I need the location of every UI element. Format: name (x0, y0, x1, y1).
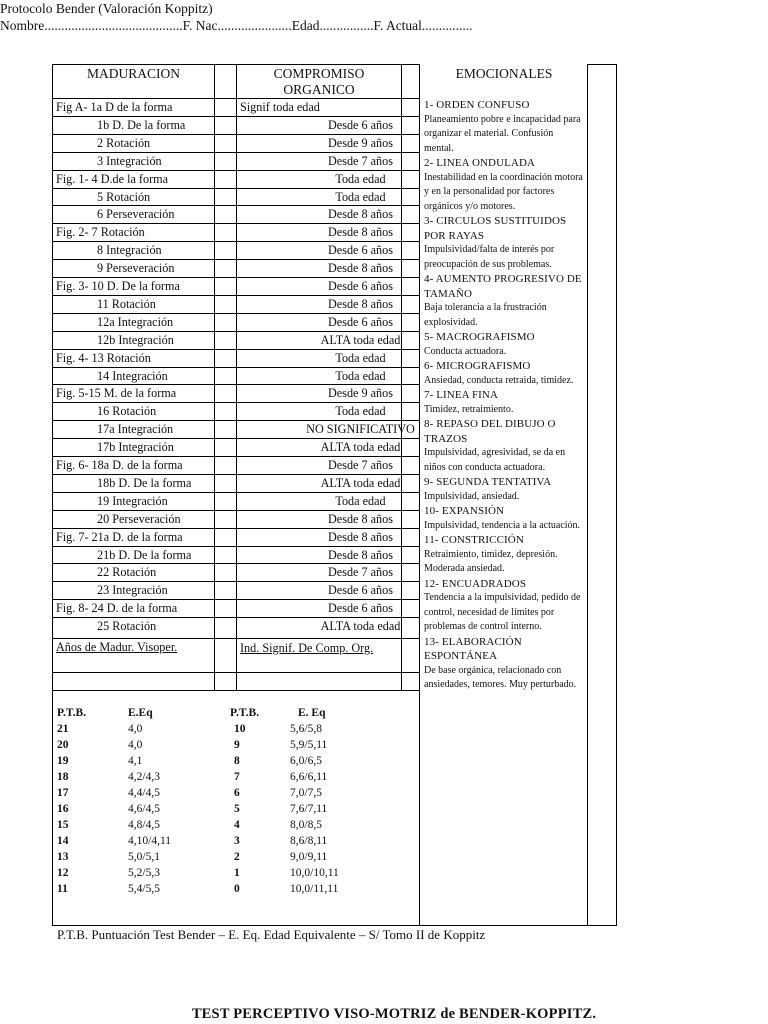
compromiso-cell: ALTA toda edad (320, 619, 401, 634)
table-row (53, 493, 420, 511)
maduracion-cell: 8 Integración (97, 243, 162, 258)
ptb-score-value: 14 (57, 835, 69, 847)
ptb-age-equivalent: 5,0/5,1 (128, 851, 160, 863)
table-row (53, 189, 420, 207)
ptb-age-equivalent: 9,0/9,11 (290, 851, 328, 863)
table-row (53, 135, 420, 153)
ptb-age-equivalent: 6,6/6,11 (290, 771, 328, 783)
emotional-indicator (424, 417, 584, 475)
ptb-score-value: 1 (234, 867, 240, 879)
ptb-score-value: 11 (57, 883, 68, 895)
ptb-age-equivalent: 4,10/4,11 (128, 835, 172, 847)
indicator-title: 1- ORDEN CONFUSO (424, 99, 530, 111)
row-line (52, 134, 420, 135)
indicator-title: 11- CONSTRICCIÓN (424, 534, 524, 546)
summary-top-line (52, 638, 420, 639)
compromiso-cell: Desde 8 años (328, 207, 393, 222)
maduracion-cell: 6 Perseveración (97, 207, 175, 222)
ptb-score (234, 771, 240, 787)
maduracion-cell: 17b Integración (97, 440, 174, 455)
ptb-header-4: E. Eq (298, 707, 326, 719)
row-line (52, 349, 420, 350)
maduracion-cell: 11 Rotación (97, 296, 156, 311)
ptb-score-value: 12 (57, 867, 69, 879)
compromiso-cell: Toda edad (335, 404, 386, 419)
ptb-score (57, 771, 69, 787)
col-header-compromiso: COMPROMISO ORGANICO (273, 66, 365, 97)
compromiso-cell: Desde 9 años (328, 386, 393, 401)
maduracion-cell: 19 Integración (97, 493, 168, 508)
table-row (53, 171, 420, 189)
ptb-score (57, 835, 69, 851)
table-row (53, 117, 420, 135)
maduracion-cell: Fig. 3- 10 D. De la forma (56, 279, 180, 293)
maduracion-cell: Fig. 8- 24 D. de la forma (56, 601, 178, 616)
table-row (53, 206, 420, 224)
row-line (52, 331, 420, 332)
emo-bottom-border (587, 925, 617, 926)
row-line (52, 581, 420, 582)
compromiso-cell: Desde 8 años (328, 529, 393, 544)
row-line (52, 438, 420, 439)
indicator-title: 10- EXPANSIÓN (424, 505, 505, 517)
ptb-score (57, 883, 68, 899)
row-line (52, 205, 420, 206)
ptb-score (57, 851, 69, 867)
emotional-indicator (424, 156, 584, 214)
compromiso-cell: Desde 6 años (328, 583, 393, 598)
ptb-age-equivalent: 4,0 (128, 723, 143, 735)
compromiso-cell: Desde 7 años (328, 565, 393, 580)
indicator-title: 8- REPASO DEL DIBUJO O TRAZOS (424, 418, 556, 445)
compromiso-cell: Desde 8 años (328, 511, 393, 526)
table-row (53, 457, 420, 475)
row-line (52, 563, 420, 564)
indicator-title: 9- SEGUNDA TENTATIVA (424, 476, 552, 488)
table-row (53, 260, 420, 278)
summary-compromiso: Ind. Signif. De Comp. Org. (240, 641, 374, 655)
table-row (53, 547, 420, 565)
emo-bottom-left (420, 925, 588, 926)
ptb-score-value: 19 (57, 755, 69, 767)
indicator-title: 3- CIRCULOS SUSTITUIDOS POR RAYAS (424, 215, 567, 242)
indicator-description: Baja tolerancia a la frustración explosividad. (424, 302, 547, 328)
ptb-score-value: 13 (57, 851, 69, 863)
emo-top-border (587, 64, 617, 65)
emotional-indicator (424, 359, 584, 388)
ptb-age-equivalent: 4,2/4,3 (128, 771, 160, 783)
emotional-indicator (424, 635, 584, 693)
maduracion-cell: 3 Integración (97, 153, 162, 168)
ptb-score-value: 20 (57, 739, 69, 751)
ptb-score (57, 819, 69, 835)
table-row (53, 511, 420, 529)
ptb-age-equivalent: 5,4/5,5 (128, 883, 160, 895)
table-row (53, 600, 420, 618)
maduracion-cell: Fig. 7- 21a D. de la forma (56, 529, 183, 544)
indicator-description: Ansiedad, conducta retraida, timidez. (424, 374, 574, 386)
compromiso-cell: Desde 7 años (328, 153, 393, 168)
ptb-score-value: 3 (234, 835, 240, 847)
maduracion-cell: 18b D. De la forma (97, 475, 192, 490)
maduracion-cell: 14 Integración (97, 368, 168, 383)
ptb-age-equivalent: 5,2/5,3 (128, 867, 160, 879)
summary-maduracion: Años de Madur. Visoper. (56, 640, 178, 654)
ptb-age-equivalent: 4,6/4,5 (128, 803, 160, 815)
emotional-indicator (424, 98, 584, 156)
maduracion-cell: Fig A- 1a D de la forma (56, 100, 173, 114)
ptb-score-value: 9 (234, 739, 240, 751)
row-line (52, 188, 420, 189)
row-line (52, 313, 420, 314)
compromiso-cell: Desde 6 años (328, 117, 393, 132)
compromiso-cell: Desde 6 años (328, 279, 393, 293)
emotional-indicator (424, 577, 584, 635)
row-line (52, 617, 420, 618)
ptb-score-value: 7 (234, 771, 240, 783)
ptb-age-equivalent: 5,6/5,8 (290, 723, 322, 735)
indicator-title: 12- ENCUADRADOS (424, 577, 527, 590)
ptb-score-value: 21 (57, 723, 69, 735)
maduracion-cell: Fig. 5-15 M. de la forma (56, 386, 177, 401)
emotional-indicator (424, 330, 584, 359)
table-row (53, 475, 420, 493)
maduracion-cell: 9 Perseveración (97, 261, 175, 276)
footnote: P.T.B. Puntuación Test Bender – E. Eq. Edad Equivalente – S/ Tomo II de Koppitz (57, 927, 486, 942)
maduracion-cell: 21b D. De la forma (97, 547, 192, 562)
emotional-indicator (424, 475, 584, 504)
maduracion-cell: Fig. 2- 7 Rotación (56, 225, 145, 240)
ptb-score (234, 739, 240, 755)
ptb-age-equivalent: 4,0 (128, 739, 143, 751)
ptb-score (57, 787, 69, 803)
emotional-indicator (424, 214, 584, 272)
compromiso-cell: Desde 8 años (328, 296, 393, 311)
table-row (53, 242, 420, 260)
row-line (52, 420, 420, 421)
ptb-score (57, 723, 69, 739)
indicator-description: Impulsividad, tendencia a la actuación. (424, 519, 581, 531)
row-line (52, 384, 420, 385)
indicator-description: Impulsividad, agresividad, se da en niños con conducta actuadora. (424, 447, 566, 473)
table-row (53, 529, 420, 547)
ptb-age-equivalent: 4,1 (128, 755, 143, 767)
emotional-indicator (424, 388, 584, 417)
ptb-score (57, 803, 69, 819)
ptb-score (234, 851, 240, 867)
ptb-header-3: P.T.B. (230, 707, 260, 719)
table-row (53, 582, 420, 600)
ptb-score (234, 835, 240, 851)
ptb-age-equivalent: 6,0/6,5 (290, 755, 322, 767)
ptb-age-equivalent: 5,9/5,11 (290, 739, 328, 751)
row-line (52, 367, 420, 368)
table-row (53, 224, 420, 242)
compromiso-cell: ALTA toda edad (320, 475, 401, 490)
maduracion-cell: 22 Rotación (97, 565, 157, 580)
compromiso-cell: Toda edad (335, 493, 386, 508)
indicator-description: Conducta actuadora. (424, 345, 507, 357)
row-line (52, 152, 420, 153)
table-row (53, 314, 420, 332)
table-row (53, 421, 420, 439)
compromiso-cell: ALTA toda edad (320, 332, 401, 347)
ptb-score (57, 755, 69, 771)
table-row (53, 618, 420, 636)
compromiso-cell: Desde 8 años (328, 225, 393, 240)
ptb-age-equivalent: 8,6/8,11 (290, 835, 328, 847)
maduracion-cell: 16 Rotación (97, 404, 157, 419)
table-row (53, 296, 420, 314)
row-line (52, 295, 420, 296)
ptb-score-value: 2 (234, 851, 240, 863)
ptb-score (234, 755, 240, 771)
table-row (53, 99, 420, 117)
row-line (52, 474, 420, 475)
ptb-score (57, 867, 69, 883)
maduracion-cell: 12a Integración (97, 314, 174, 329)
maduracion-cell: 1b D. De la forma (97, 117, 186, 132)
ptb-age-equivalent: 10,0/10,11 (290, 867, 339, 879)
row-line (52, 402, 420, 403)
indicator-description: De base orgánica, relacionado con ansiedades, temores. Muy perturbado. (424, 664, 577, 690)
row-line (52, 599, 420, 600)
ptb-score-value: 18 (57, 771, 69, 783)
indicator-description: Retraimiento, timidez, depresión. Moderada ansiedad. (424, 548, 558, 574)
ptb-score-value: 8 (234, 755, 240, 767)
ptb-score-value: 16 (57, 803, 69, 815)
ptb-score (234, 819, 240, 835)
table-row (53, 332, 420, 350)
indicator-description: Inestabilidad en la coordinación motora y en la personalidad por factores orgánicos y/o motores. (424, 171, 583, 212)
ptb-score-value: 5 (234, 803, 240, 815)
compromiso-cell: Toda edad (335, 368, 386, 383)
indicator-description: Impulsividad, ansiedad. (424, 490, 520, 502)
table-end-line (52, 690, 420, 691)
maduracion-cell: 12b Integración (97, 332, 174, 347)
protocol-title: Protocolo Bender (Valoración Koppitz) (0, 1, 213, 16)
row-line (52, 170, 420, 171)
row-line (52, 492, 420, 493)
ptb-header-2: E.Eq (128, 707, 153, 719)
table-row (53, 278, 420, 296)
ptb-age-equivalent: 7,6/7,11 (290, 803, 328, 815)
compromiso-cell: ALTA toda edad (320, 440, 401, 455)
emotional-indicator (424, 533, 584, 577)
indicator-title: 5- MACROGRAFISMO (424, 331, 535, 343)
maduracion-cell: 25 Rotación (97, 619, 157, 634)
maduracion-cell: Fig. 6- 18a D. de la forma (56, 458, 183, 472)
maduracion-cell: Fig. 4- 13 Rotación (56, 350, 151, 365)
ptb-score (234, 723, 246, 739)
compromiso-cell: Desde 6 años (328, 243, 393, 258)
indicator-title: 13- ELABORACIÓN ESPONTÁNEA (424, 635, 522, 662)
maduracion-cell: 2 Rotación (97, 135, 151, 150)
row-line (52, 510, 420, 511)
compromiso-cell: Toda edad (335, 171, 386, 186)
ptb-score-value: 15 (57, 819, 69, 831)
ptb-score (234, 803, 240, 819)
ptb-score-value: 0 (234, 883, 240, 895)
ptb-score-value: 10 (234, 723, 246, 735)
indicator-title: 6- MICROGRAFISMO (424, 360, 531, 372)
ptb-score (234, 867, 240, 883)
ptb-score (234, 787, 240, 803)
compromiso-cell: Desde 9 años (328, 135, 393, 150)
table-row (53, 439, 420, 457)
ptb-age-equivalent: 4,8/4,5 (128, 819, 160, 831)
maduracion-cell: 20 Perseveración (97, 511, 181, 526)
patient-info-line: Nombre.........................................F. Nac......................Edad................F. Actual............... (0, 18, 473, 33)
ptb-score-value: 17 (57, 787, 69, 799)
row-line (52, 116, 420, 117)
indicator-description: Planeamiento pobre e incapacidad para organizar el material. Confusión mental. (424, 113, 581, 154)
indicator-description: Impulsividad/falta de interés por preocupación de sus problemas. (424, 244, 555, 270)
ptb-score-value: 6 (234, 787, 240, 799)
emotional-indicator (424, 504, 584, 533)
indicator-description: Timidez, retraimiento. (424, 403, 514, 415)
ptb-age-equivalent: 10,0/11,11 (290, 883, 339, 895)
compromiso-cell: Toda edad (335, 350, 386, 365)
row-line (52, 223, 420, 224)
row-line (52, 98, 420, 99)
compromiso-cell: Desde 7 años (328, 458, 393, 472)
ptb-header-1: P.T.B. (57, 707, 87, 719)
indicator-title: 7- LINEA FINA (424, 389, 499, 401)
ptb-score-value: 4 (234, 819, 240, 831)
document-title: TEST PERCEPTIVO VISO-MOTRIZ de BENDER-KOPPITZ. (191, 1006, 597, 1022)
maduracion-cell: Fig. 1- 4 D.de la forma (56, 171, 169, 186)
compromiso-cell: Toda edad (335, 189, 386, 204)
ptb-score (57, 739, 69, 755)
maduracion-cell: 17a Integración (97, 422, 174, 437)
table-row (53, 368, 420, 386)
indicator-title: 4- AUMENTO PROGRESIVO DE TAMAÑO (424, 273, 582, 300)
ptb-age-equivalent: 8,0/8,5 (290, 819, 322, 831)
compromiso-cell: Signif toda edad (240, 100, 320, 114)
maduracion-cell: 23 Integración (97, 583, 168, 598)
row-line (52, 546, 420, 547)
row-line (52, 277, 420, 278)
compromiso-cell: NO SIGNIFICATIVO (306, 422, 415, 437)
indicator-title: 2- LINEA ONDULADA (424, 157, 536, 169)
col-header-maduracion: MADURACION (86, 66, 180, 81)
maduracion-cell: 5 Rotación (97, 189, 151, 204)
table-row (53, 385, 420, 403)
ptb-score (234, 883, 240, 899)
row-line (52, 456, 420, 457)
compromiso-cell: Desde 8 años (328, 547, 393, 562)
table-row (53, 564, 420, 582)
col-header-emocionales: EMOCIONALES (455, 66, 553, 81)
table-row (53, 153, 420, 171)
indicator-description: Tendencia a la impulsividad, pedido de control, necesidad de límites por problemas de control interno. (424, 592, 581, 632)
row-line (52, 528, 420, 529)
emo-right-border (587, 64, 588, 926)
compromiso-cell: Desde 6 años (328, 601, 393, 616)
emotional-indicators-list (424, 98, 584, 693)
emo-right-border-2 (616, 64, 617, 926)
compromiso-cell: Desde 6 años (328, 314, 393, 329)
protocol-header (0, 0, 768, 34)
table-row (53, 350, 420, 368)
emotional-indicator (424, 272, 584, 330)
ptb-age-equivalent: 7,0/7,5 (290, 787, 322, 799)
table-row (53, 403, 420, 421)
row-line (52, 241, 420, 242)
compromiso-cell: Desde 8 años (328, 261, 393, 276)
summary-bottom-line (52, 672, 420, 673)
ptb-age-equivalent: 4,4/4,5 (128, 787, 160, 799)
row-line (52, 259, 420, 260)
